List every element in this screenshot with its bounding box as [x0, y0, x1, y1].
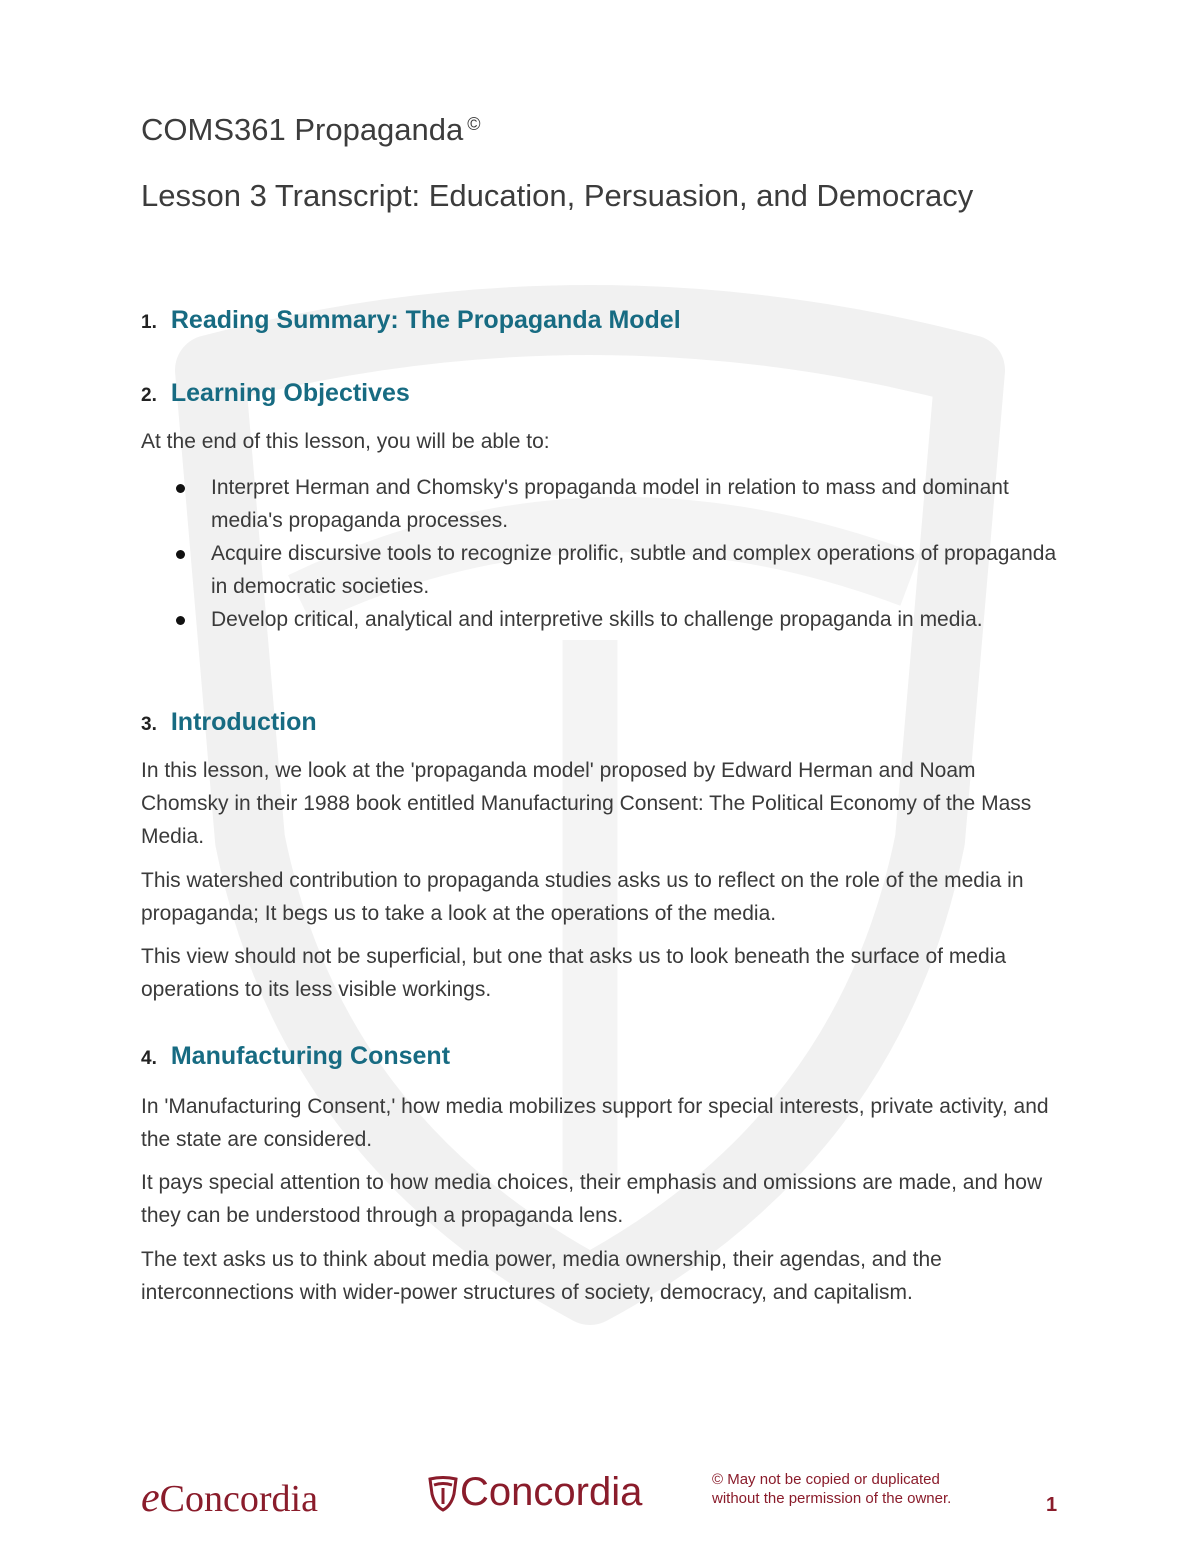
consent-paragraph: The text asks us to think about media power, media ownership, their agendas, and the interconnections with wider-power structures of society, democracy, and capitalism. — [141, 1248, 942, 1304]
section-heading-reading-summary: 1. Reading Summary: The Propaganda Model — [141, 306, 681, 334]
intro-paragraph: This view should not be superficial, but one that asks us to look beneath the surface of media operations to its less visible workings. — [141, 945, 1007, 1001]
list-item: Interpret Herman and Chomsky's propaganda model in relation to mass and dominant media's propaganda processes. — [141, 471, 1061, 537]
econcordia-logo: eConcordia — [141, 1475, 318, 1521]
consent-paragraph: It pays special attention to how media choices, their emphasis and omissions are made, and how they can be understood through a propaganda lens. — [141, 1171, 1043, 1227]
list-item: Acquire discursive tools to recognize prolific, subtle and complex operations of propaganda in democratic societies. — [141, 537, 1061, 603]
document-title: COMS361 Propaganda © — [141, 112, 481, 147]
section-heading-introduction: 3. Introduction — [141, 708, 317, 736]
copyright-mark: © — [467, 114, 481, 134]
section-heading-manufacturing-consent: 4. Manufacturing Consent — [141, 1042, 451, 1070]
bullet-icon — [176, 550, 185, 559]
concordia-shield-icon — [428, 1476, 458, 1512]
intro-paragraph: In this lesson, we look at the 'propaganda model' proposed by Edward Herman and Noam Chomsky in their 1988 book entitled Manufacturing Consent: The Political Economy of the Mass Media. — [141, 759, 1032, 848]
copyright-notice: © May not be copied or duplicated without the permission of the owner. — [712, 1471, 952, 1507]
objectives-intro: At the end of this lesson, you will be able to: — [141, 430, 550, 453]
section-heading-learning-objectives: 2. Learning Objectives — [141, 379, 410, 407]
page-number: 1 — [1046, 1494, 1058, 1516]
document-subtitle: Lesson 3 Transcript: Education, Persuasion, and Democracy — [141, 178, 974, 213]
bullet-icon — [176, 484, 185, 493]
objectives-list — [141, 471, 1061, 636]
list-item: Develop critical, analytical and interpretive skills to challenge propaganda in media. — [141, 603, 1061, 636]
bullet-icon — [176, 616, 185, 625]
page-footer: eConcordia Concordia © May not be copied or duplicated without the permission of the owner. 1 — [141, 1470, 1058, 1521]
intro-paragraph: This watershed contribution to propaganda studies asks us to reflect on the role of the media in propaganda; It begs us to take a look at the operations of the media. — [141, 869, 1024, 925]
consent-paragraph: In 'Manufacturing Consent,' how media mobilizes support for special interests, private activity, and the state are considered. — [141, 1095, 1049, 1151]
